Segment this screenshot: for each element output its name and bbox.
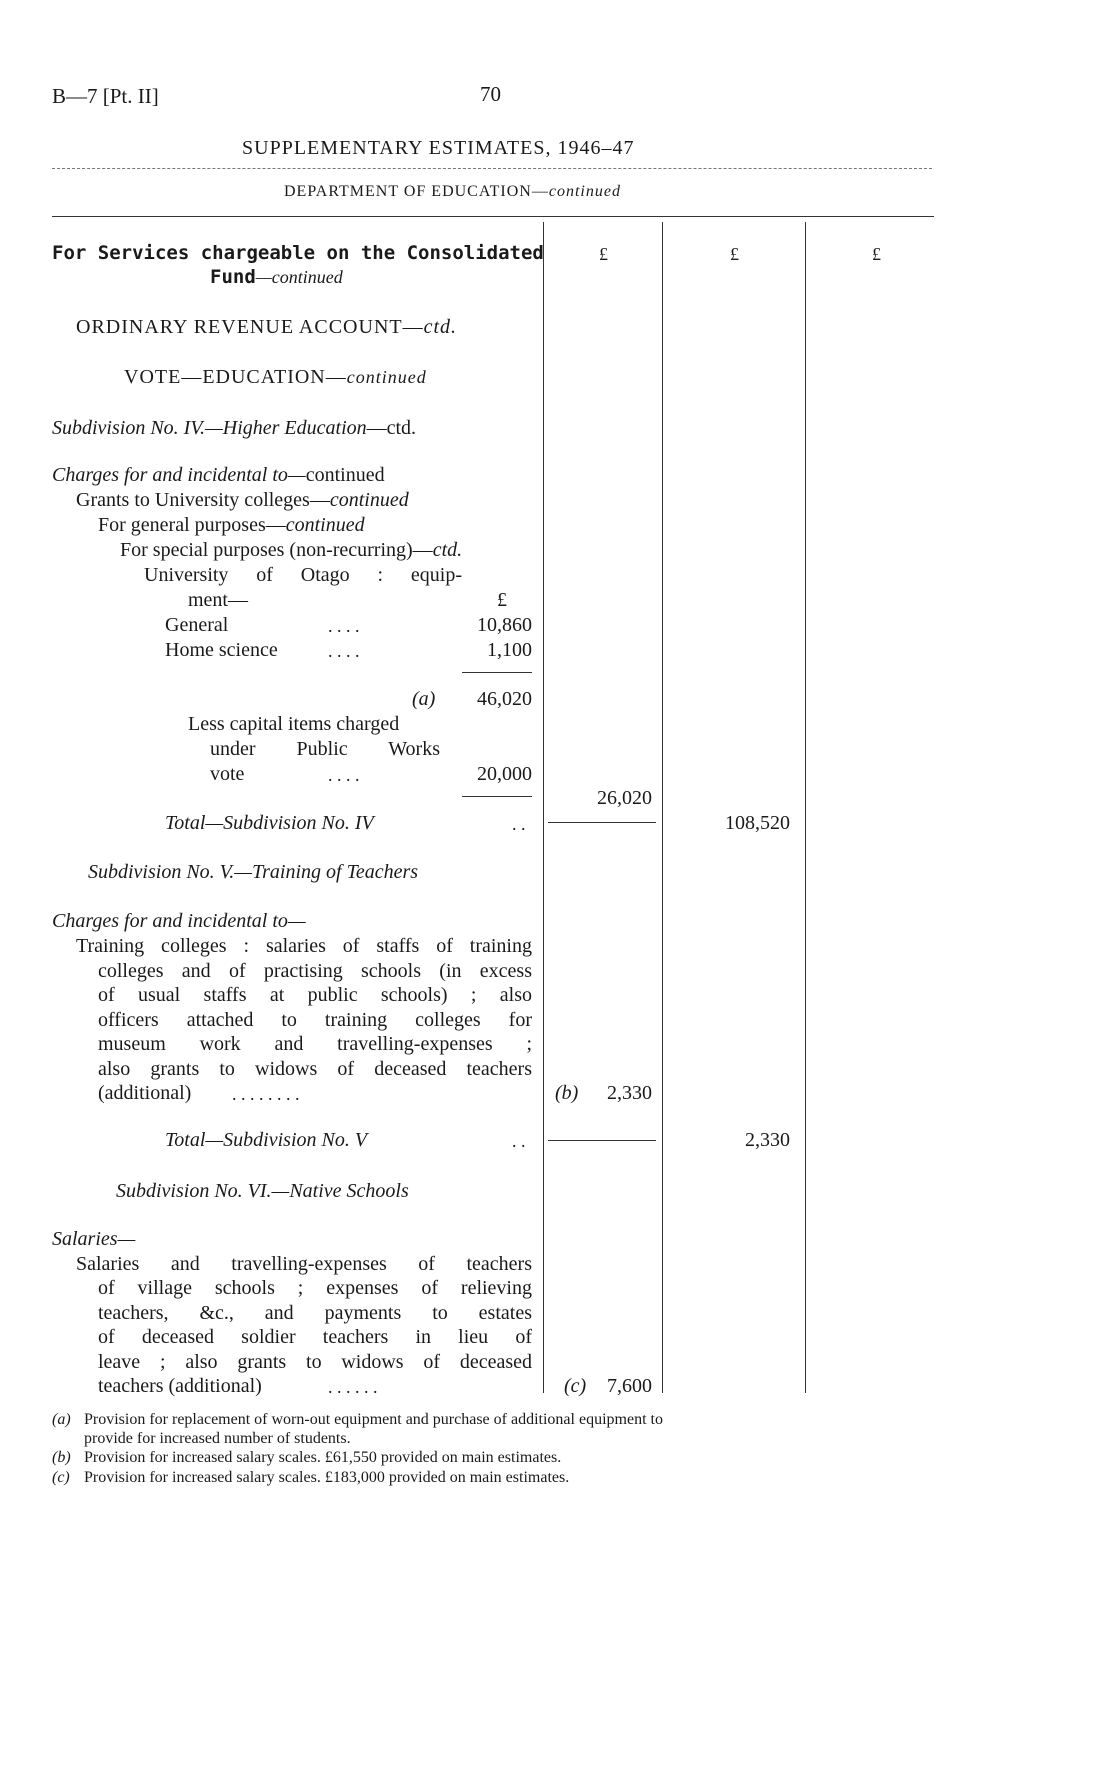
footnote-a <box>52 1411 942 1429</box>
sub5-line-3: of usual staffs at public schools) ; also <box>98 984 532 1006</box>
sub4-total-value: 108,520 <box>725 812 790 834</box>
sub6-line-2: of village schools ; expenses of relieving <box>98 1277 532 1299</box>
pound-column-3: £ <box>872 244 881 264</box>
header-divider-top <box>52 168 932 169</box>
grants-line <box>76 489 409 512</box>
subdivision-v-heading: Subdivision No. V.—Training of Teachers <box>88 861 419 883</box>
sub5-line-5: museum work and travelling-expenses ; <box>98 1033 532 1055</box>
special-purposes-label: For special purposes (non-recurring)— <box>120 539 433 561</box>
net-value: 26,020 <box>597 787 652 809</box>
sub6-item-dots: . . . . . . <box>328 1377 378 1397</box>
general-purposes-line <box>98 514 365 537</box>
sub5-line-4: officers attached to training colleges for <box>98 1009 532 1031</box>
footnote-c <box>52 1469 569 1487</box>
general-dots: . . . . <box>328 616 360 636</box>
special-purposes-line <box>120 539 462 562</box>
general-purposes-label: For general purposes— <box>98 514 286 536</box>
grants-continued: continued <box>329 489 409 511</box>
footnote-c-text: Provision for increased salary scales. £183,000 provided on main estimates. <box>84 1469 570 1486</box>
page-number: 70 <box>480 82 501 106</box>
less-line-1: Less capital items charged <box>188 713 400 735</box>
net-rule <box>462 796 532 797</box>
header-divider-bottom <box>52 216 934 217</box>
sub4-charges-line <box>52 464 385 487</box>
pound-column-1: £ <box>599 244 608 264</box>
subdivision-vi-heading: Subdivision No. VI.—Native Schools <box>116 1180 409 1202</box>
sub5-item-dots: . . . . . . . . <box>232 1084 300 1104</box>
sub5-total-dots: . . <box>512 1131 526 1151</box>
sub5-total-value: 2,330 <box>745 1129 790 1151</box>
sub5-note-b: (b) <box>555 1082 579 1104</box>
sub6-line-6: teachers (additional) <box>98 1375 262 1397</box>
sub5-line-6: also grants to widows of deceased teachers <box>98 1058 532 1080</box>
sub6-item-value: 7,600 <box>607 1375 652 1397</box>
sub6-line-3: teachers, &c., and payments to estates <box>98 1302 532 1324</box>
page-title: SUPPLEMENTARY ESTIMATES, 1946–47 <box>242 137 635 159</box>
pound-column-2: £ <box>730 244 739 264</box>
column-rule-1 <box>543 222 544 1393</box>
account-title: ORDINARY REVENUE ACCOUNT— <box>76 316 424 338</box>
sub4-charges-continued: continued <box>305 464 385 486</box>
footnote-c-mark: (c) <box>52 1469 70 1486</box>
department-continued: continued <box>548 183 621 200</box>
footnote-a-text: Provision for replacement of worn-out equipment and purchase of additional equipment to <box>84 1411 663 1428</box>
less-dots: . . . . <box>328 765 360 785</box>
otago-line-2: ment— <box>188 589 248 611</box>
account-heading <box>76 316 457 339</box>
footnote-b <box>52 1449 561 1467</box>
sub5-charges-label: Charges for and incidental to— <box>52 910 306 932</box>
sub5-column-rule <box>548 1140 656 1141</box>
special-purposes-ctd: ctd. <box>432 539 463 561</box>
inner-pound-sign: £ <box>497 589 507 611</box>
home-science-label: Home science <box>165 639 278 661</box>
home-science-value: 1,100 <box>487 639 532 661</box>
footnote-b-text: Provision for increased salary scales. £61,550 provided on main estimates. <box>84 1449 562 1466</box>
grants-label: Grants to University colleges— <box>76 489 330 511</box>
document-reference: B—7 [Pt. II] <box>52 84 159 108</box>
sub6-line-5: leave ; also grants to widows of deceased <box>98 1351 532 1373</box>
vote-title: VOTE—EDUCATION— <box>124 366 347 388</box>
general-value: 10,860 <box>477 614 532 636</box>
services-heading-line2 <box>210 266 343 288</box>
subdivision-iv-title: Subdivision No. IV.—Higher Education <box>52 417 367 439</box>
account-ctd: ctd. <box>423 316 458 338</box>
subdivision-iv-heading <box>52 417 416 440</box>
subtotal-value: 46,020 <box>477 688 532 710</box>
column-rule-2 <box>662 222 663 1393</box>
general-label: General <box>165 614 229 636</box>
less-capital-value: 20,000 <box>477 763 532 785</box>
vote-continued: continued <box>346 367 427 387</box>
services-heading: For Services chargeable on the Consolidated <box>52 242 544 264</box>
sub4-column-rule <box>548 822 656 823</box>
column-rule-3 <box>805 222 806 1393</box>
home-science-dots: . . . . <box>328 641 360 661</box>
subtotal-note-a: (a) <box>412 688 436 710</box>
sub4-charges-label: Charges for and incidental to— <box>52 464 306 486</box>
less-line-2: under Public Works <box>210 738 440 760</box>
department-heading <box>284 183 621 201</box>
sub6-line-1: Salaries and travelling-expenses of teachers <box>76 1253 532 1275</box>
vote-heading <box>124 366 427 389</box>
sub4-total-dots: . . <box>512 814 526 834</box>
sub5-line-1: Training colleges : salaries of staffs of training <box>76 935 532 957</box>
subtotal-rule <box>462 672 532 673</box>
footnote-a-continuation: provide for increased number of students. <box>84 1430 351 1447</box>
fund-continued: —continued <box>255 267 343 287</box>
sub6-note-c: (c) <box>564 1375 587 1397</box>
sub5-line-7: (additional) <box>98 1082 192 1104</box>
department-name: DEPARTMENT OF EDUCATION— <box>284 183 549 200</box>
sub5-line-2: colleges and of practising schools (in excess <box>98 960 532 982</box>
footnote-a-mark: (a) <box>52 1411 71 1428</box>
subdivision-iv-ctd: —ctd. <box>366 417 417 439</box>
fund-label: Fund <box>210 266 256 288</box>
general-purposes-continued: continued <box>285 514 365 536</box>
otago-line-1: University of Otago : equip- <box>144 564 462 586</box>
sub6-salaries-label: Salaries— <box>52 1228 136 1250</box>
sub5-item-value: 2,330 <box>607 1082 652 1104</box>
sub5-total-label: Total—Subdivision No. V <box>165 1129 368 1151</box>
less-line-3: vote <box>210 763 245 785</box>
sub4-total-label: Total—Subdivision No. IV <box>165 812 374 834</box>
sub6-line-4: of deceased soldier teachers in lieu of <box>98 1326 532 1348</box>
footnote-b-mark: (b) <box>52 1449 71 1466</box>
